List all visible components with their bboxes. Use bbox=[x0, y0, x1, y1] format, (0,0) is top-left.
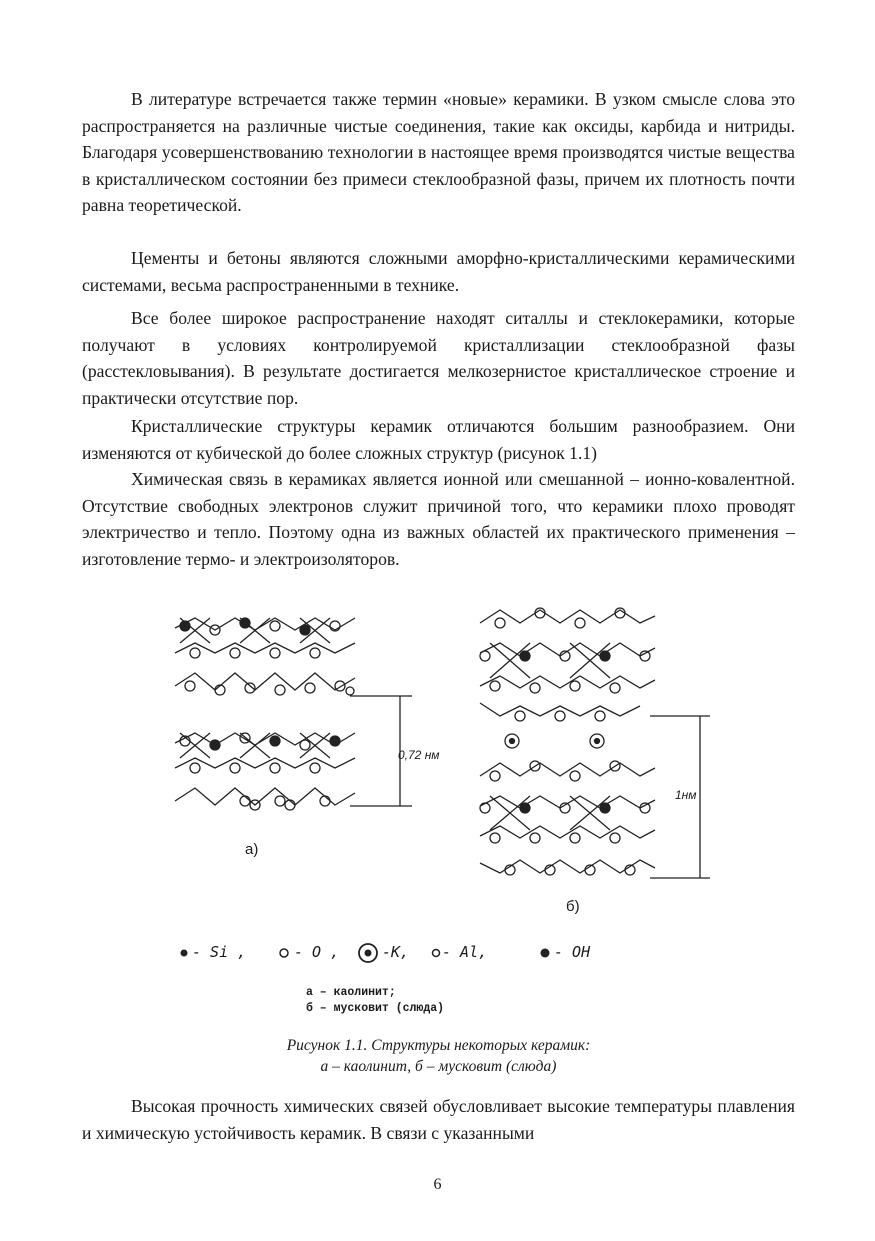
dimension-label-b: 1нм bbox=[675, 788, 697, 802]
sublabel-b: б) bbox=[566, 898, 580, 915]
legend-si: - Si , bbox=[192, 943, 247, 961]
paragraph-final: Высокая прочность химических связей обусловливает высокие температуры плавления и химическую устойчивость керамик. В связи с указанными bbox=[82, 1096, 795, 1143]
page-number: 6 bbox=[433, 1176, 442, 1193]
si-symbol bbox=[181, 950, 188, 957]
paragraph-sitalls: Все более широкое распространение находят ситаллы и стеклокерамики, которые получают в условиях контролируемой кристаллизации стеклообразной фазы (расстекловывания). В результате достигается мелкозернистое кристаллическое строение и практически отсутствие пор. bbox=[82, 308, 795, 408]
structure-diagrams bbox=[150, 598, 710, 928]
figure-legend bbox=[172, 938, 632, 1028]
sublabel-a: а) bbox=[245, 841, 259, 858]
paragraph-chemical-bond: Химическая связь в керамиках является ионной или смешанной – ионно-ковалентной. Отсутствие свободных электронов служит причиной того, что керамики плохо проводят электричество и тепло. Поэтому одна из важных областей их практического применения – изготовление термо- и электроизоляторов. bbox=[82, 469, 795, 569]
caption-line-1: Рисунок 1.1. Структуры некоторых керамик: bbox=[286, 1037, 591, 1054]
legend-o: - O , bbox=[294, 943, 340, 961]
oh-symbol bbox=[541, 949, 550, 958]
figure-caption bbox=[82, 1035, 795, 1077]
paragraph-new-ceramics: В литературе встречается также термин «новые» керамики. В узком смысле слова это распространяется на различные чистые соединения, такие как оксиды, карбида и нитриды. Благодаря усовершенствованию технологии в настоящее время производятся чистые вещества в кристаллическом состоянии без примеси стеклообразной фазы, причем их плотность почти равна теоретической. bbox=[82, 89, 795, 216]
legend-oh: - OH bbox=[554, 943, 591, 961]
kaolinite-structure bbox=[175, 608, 710, 878]
o-symbol bbox=[280, 949, 288, 957]
figure-ceramic-structures bbox=[150, 598, 710, 928]
legend-k: -K, bbox=[382, 943, 410, 961]
caption-line-2: а – каолинит, б – мусковит (слюда) bbox=[320, 1058, 557, 1075]
legend-sub-a: а – каолинит; bbox=[306, 986, 396, 999]
al-symbol bbox=[433, 950, 440, 957]
legend-al: - Al, bbox=[442, 943, 488, 961]
paragraph-cements: Цементы и бетоны являются сложными аморфно-кристаллическими керамическими системами, весьма распространенными в технике. bbox=[82, 248, 795, 295]
paragraph-crystal-structures: Кристаллические структуры керамик отличаются большим разнообразием. Они изменяются от кубической до более сложных структур (рисунок 1.1) bbox=[82, 416, 795, 463]
legend-sub-b: б – мусковит (слюда) bbox=[306, 1002, 445, 1015]
dimension-label-a: 0,72 нм bbox=[398, 748, 440, 762]
